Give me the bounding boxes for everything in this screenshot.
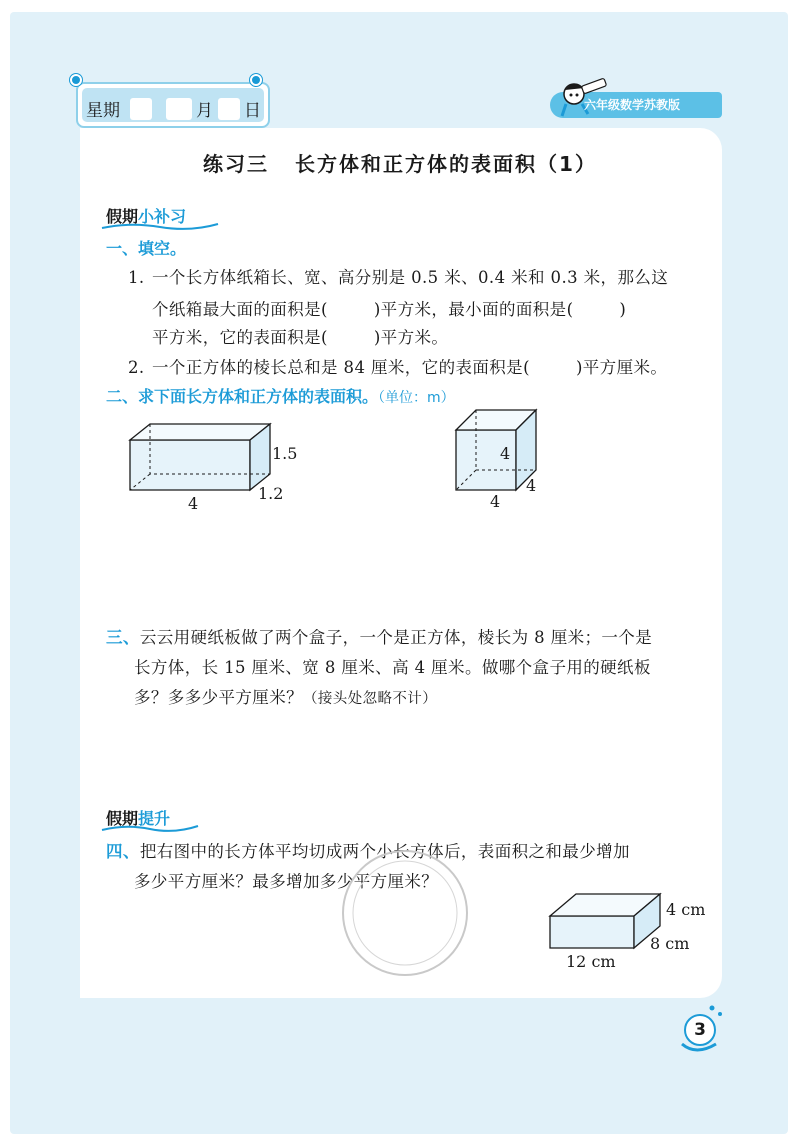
q1-heading: 一、填空。 (106, 239, 187, 258)
q1-item1-line3: 平方米，它的表面积是( )平方米。 (152, 328, 449, 347)
q3-line1: 三、云云用硬纸板做了两个盒子，一个是正方体，棱长为 8 厘米；一个是 (106, 628, 653, 647)
wave-underline-icon (100, 822, 200, 834)
section-improve-badge: 假期提升 (106, 806, 170, 829)
q1-item2: 2. 一个正方体的棱长总和是 84 厘米，它的表面积是( )平方厘米。 (128, 358, 668, 377)
q4-line2: 多少平方厘米？最多增加多少平方厘米？ (134, 872, 439, 891)
exercise-number: 练习三 (203, 152, 270, 176)
exercise-title: 长方体和正方体的表面积（1） (295, 152, 597, 176)
date-month-label: 月 (196, 101, 213, 121)
cuboid-figure (120, 420, 280, 500)
pin-icon (70, 74, 82, 86)
q4-width-label: 8 cm (650, 934, 690, 953)
q3-line2: 长方体，长 15 厘米、宽 8 厘米、高 4 厘米。做哪个盒子用的硬纸板 (134, 658, 651, 677)
date-day-label: 日 (244, 101, 261, 121)
pin-icon (250, 74, 262, 86)
q3-line3: 多？多多少平方厘米？（接头处忽略不计） (134, 688, 438, 707)
date-week-field[interactable] (130, 98, 152, 120)
page-number: 3 (684, 1014, 716, 1046)
q4-line1: 四、把右图中的长方体平均切成两个小长方体后，表面积之和最少增加 (106, 842, 630, 861)
page-title (0, 148, 800, 177)
section-review-badge: 假期小补习 (106, 204, 186, 227)
cuboid-height-label: 1.5 (272, 444, 298, 463)
cube-edge-front-label: 4 (500, 444, 511, 463)
date-month-field[interactable] (166, 98, 192, 120)
q1-item1-line2: 个纸箱最大面的面积是( )平方米，最小面的面积是( ) (152, 300, 627, 319)
cube-edge-bottom-label: 4 (490, 492, 501, 511)
date-week-label: 星期 (86, 101, 120, 121)
q1-item1-line1: 1. 一个长方体纸箱长、宽、高分别是 0.5 米、0.4 米和 0.3 米，那么这 (128, 268, 669, 287)
date-box (76, 82, 270, 128)
wave-underline-icon (100, 220, 220, 232)
cube-edge-side-label: 4 (526, 476, 537, 495)
cuboid-length-label: 4 (188, 494, 199, 513)
q2-heading: 二、求下面长方体和正方体的表面积。（单位：m） (106, 387, 455, 406)
date-day-field[interactable] (218, 98, 240, 120)
q4-height-label: 4 cm (666, 900, 706, 919)
q4-length-label: 12 cm (566, 952, 616, 971)
q4-number: 四、 (106, 842, 140, 861)
cuboid-width-label: 1.2 (258, 484, 284, 503)
q3-number: 三、 (106, 628, 140, 647)
watermark-stamp (330, 838, 480, 988)
grade-tab-label: 六年级数学苏教版 (584, 98, 681, 112)
